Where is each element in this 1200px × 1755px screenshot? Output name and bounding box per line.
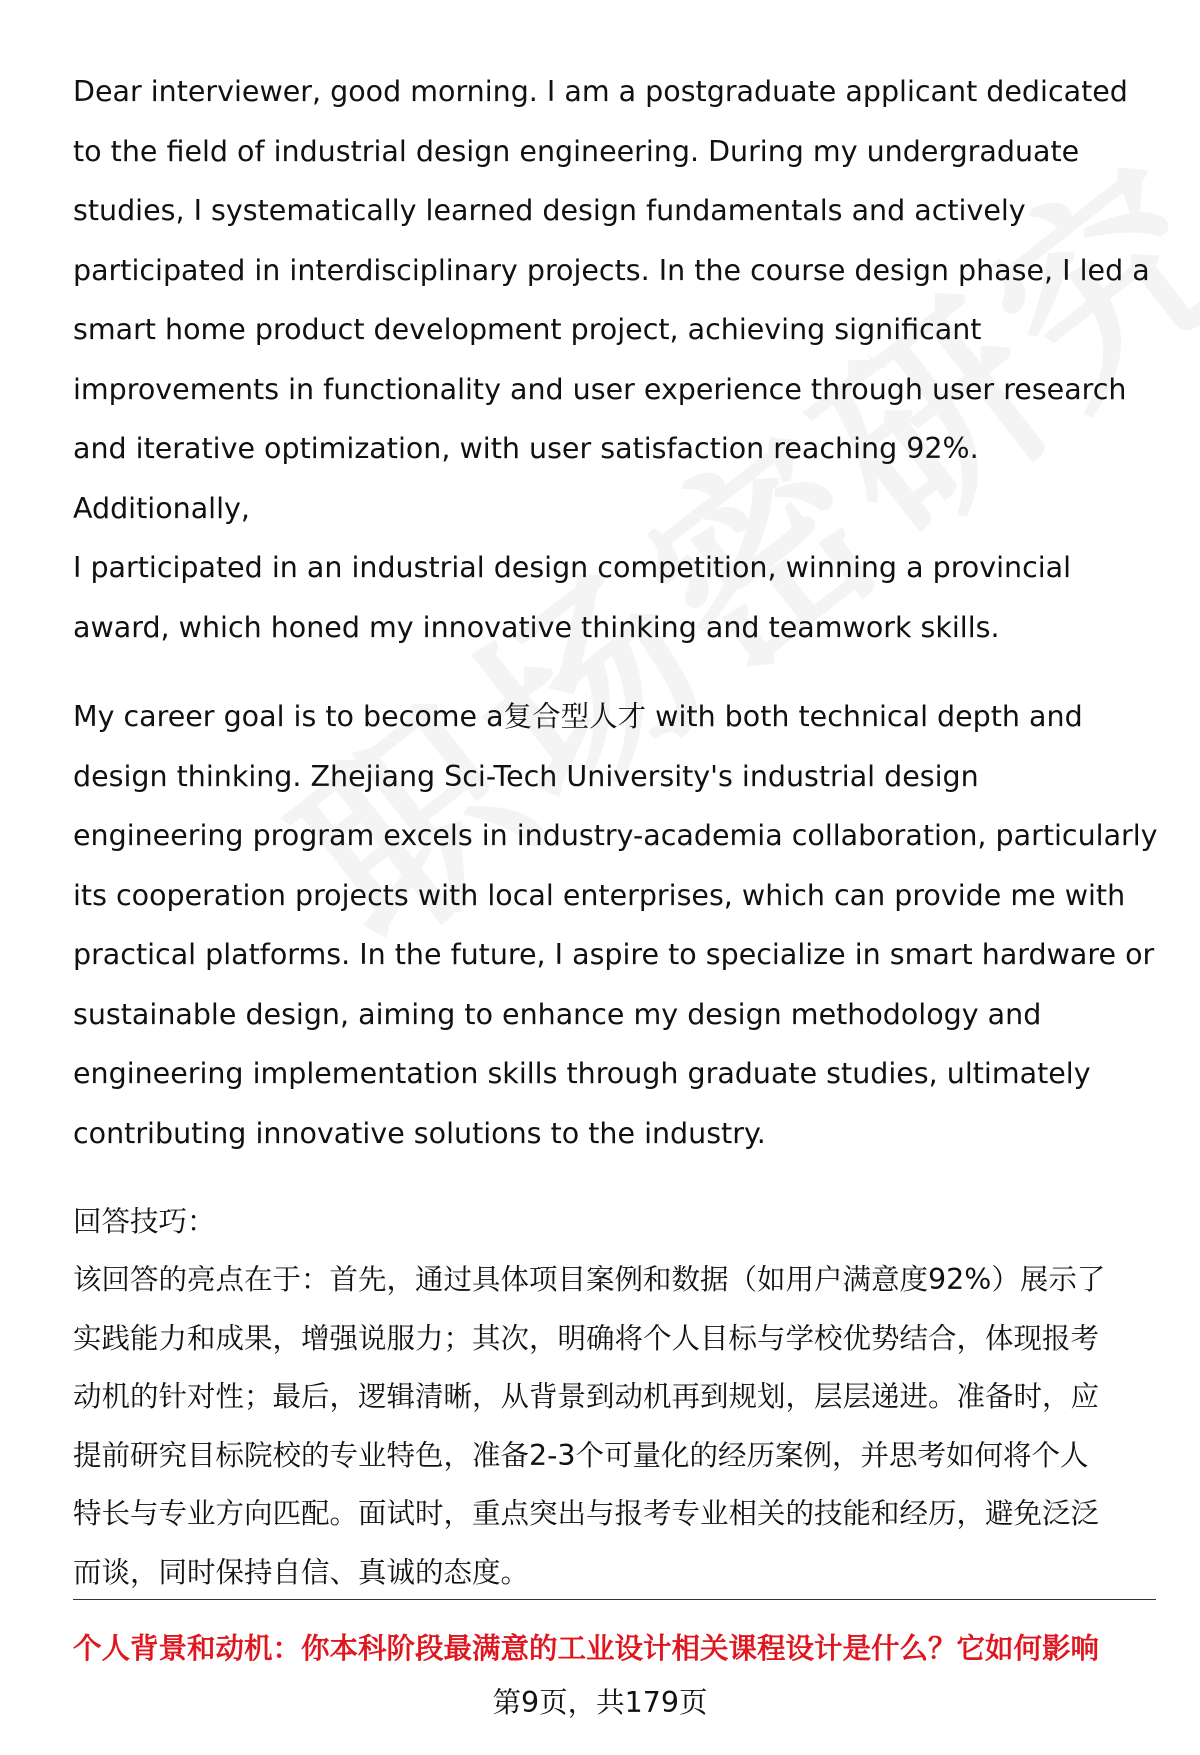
- answer-paragraph-2: My career goal is to become a复合型人才 with both technical depth and design thinking. Zhejiang Sci-Tech University's industrial design engineering program excels in industry-academia collaboration, particularly its cooperation projects with local enterprises, which can provide me with practical platforms. In the future, I aspire to specialize in smart hardware or sustainable design, aiming to enhance my design methodology and engineering implementation skills through graduate studies, ultimately contributing innovative solutions to the industry.: [73, 700, 1158, 1150]
- answer-paragraph-1: Dear interviewer, good morning. I am a postgraduate applicant dedicated to the field of industrial design engineering. During my undergraduate studies, I systematically learned design fundamentals and actively participated in interdisciplinary projects. In the course design phase, I led a smart home product development project, achieving significant improvements in functionality and user experience through user research and iterative optimization, with user satisfaction reaching 92%. Additionally, I participated in an industrial design competition, winning a provincial award, which honed my innovative thinking and teamwork skills.: [73, 75, 1150, 644]
- next-question-heading: 个人背景和动机：你本科阶段最满意的工业设计相关课程设计是什么？它如何影响: [73, 1632, 1100, 1665]
- page-number: 第9页，共179页: [492, 1686, 708, 1719]
- page-content: [73, 62, 1163, 1602]
- tips-body: 该回答的亮点在于：首先，通过具体项目案例和数据（如用户满意度92%）展示了 实践能力和成果，增强说服力；其次，明确将个人目标与学校优势结合，体现报考 动机的针对性；最后，逻辑清晰，从背景到动机再到规划，层层递进。准备时，应 提前研究目标院校的专业特色，准备2-3个可量化的经历案例，并思考如何将个人 特长与专业方向匹配。面试时，重点突出与报考专业相关的技能和经历，避免泛泛 而谈，同时保持自信、真诚的态度。: [73, 1263, 1106, 1589]
- tips-title: 回答技巧：: [73, 1205, 216, 1238]
- section-divider: [73, 1599, 1156, 1600]
